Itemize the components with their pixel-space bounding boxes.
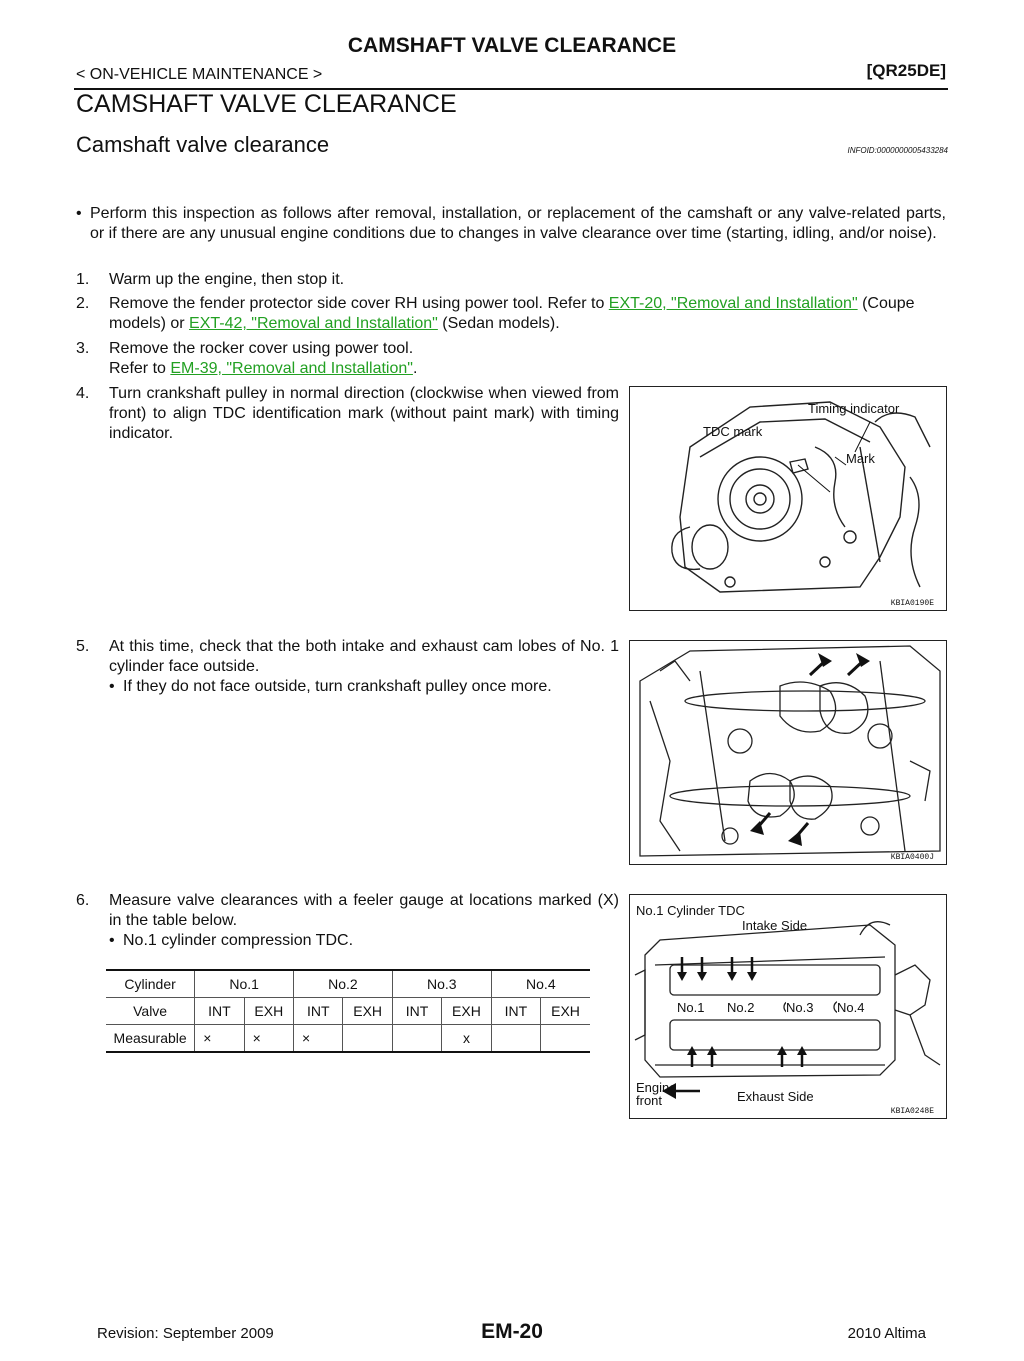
- step-6-bullet-marker: •: [109, 932, 115, 949]
- step-3-post: .: [412, 360, 418, 377]
- step-4-text: Turn crankshaft pulley in normal direction (clockwise when viewed from front) to align TDC identification mark (without paint mark) with timing indicator.: [109, 385, 619, 442]
- step-3-line2: [109, 359, 629, 379]
- label-engine: Engine: [636, 1080, 677, 1095]
- cell-mark: x: [442, 1025, 491, 1053]
- em-39-link[interactable]: EM-39, "Removal and Installation": [170, 360, 413, 377]
- cell-mark: [541, 1025, 590, 1053]
- intro-bullet-marker: •: [76, 205, 82, 222]
- step-6-subtext: No.1 cylinder compression TDC.: [123, 932, 354, 949]
- figure-code: KBIA0190E: [890, 599, 934, 608]
- step-3-number: 3.: [76, 340, 90, 357]
- intro-text: Perform this inspection as follows after removal, installation, or replacement of the camshaft or any valve-related parts, or if there are any unusual engine conditions due to changes in valve clearance over time (starting, idling, and/or noise).: [90, 205, 946, 242]
- label-no1-tdc: No.1 Cylinder TDC: [636, 903, 745, 918]
- table-row: [106, 1025, 590, 1053]
- page-title: CAMSHAFT VALVE CLEARANCE: [76, 90, 457, 118]
- label-mark: Mark: [846, 451, 875, 466]
- step-3-line1: Remove the rocker cover using power tool.: [109, 340, 414, 357]
- cell-cyl-1: No.1: [195, 970, 294, 998]
- label-cyl-3: No.3: [786, 1000, 814, 1015]
- engine-front-illustration: [630, 387, 946, 610]
- cell-valve: INT: [491, 998, 540, 1025]
- step-1-number: 1.: [76, 271, 90, 288]
- table-row: [106, 970, 590, 998]
- step-2-number: 2.: [76, 295, 90, 312]
- ext-20-link[interactable]: EXT-20, "Removal and Installation": [608, 295, 858, 312]
- figure-cam-lobes: [629, 640, 947, 865]
- step-5-bullet-marker: •: [109, 678, 115, 695]
- cell-mark: ×: [294, 1025, 343, 1053]
- cell-mark: ×: [195, 1025, 244, 1053]
- cell-valve: EXH: [244, 998, 293, 1025]
- cell-mark: [343, 1025, 392, 1053]
- step-2-post: (Sedan models).: [437, 315, 560, 332]
- step-5-text: At this time, check that the both intake and exhaust cam lobes of No. 1 cylinder face outside.: [109, 638, 619, 675]
- cell-valve: INT: [195, 998, 244, 1025]
- step-6-text: Measure valve clearances with a feeler gauge at locations marked (X) in the table below.: [109, 892, 619, 929]
- table-row: [106, 998, 590, 1025]
- cell-valve: EXH: [541, 998, 590, 1025]
- cell-mark: [392, 1025, 441, 1053]
- label-timing-indicator: Timing indicator: [808, 401, 900, 416]
- cell-mark: [491, 1025, 540, 1053]
- label-cyl-4: No.4: [837, 1000, 865, 1015]
- page-number: EM-20: [481, 1320, 543, 1343]
- figure-code: KBIA0248E: [890, 1107, 934, 1116]
- cell-valve-header: Valve: [106, 998, 195, 1025]
- label-tdc-mark: TDC mark: [703, 424, 763, 439]
- cell-valve: EXH: [343, 998, 392, 1025]
- ext-42-link[interactable]: EXT-42, "Removal and Installation": [189, 315, 438, 332]
- label-cyl-2: No.2: [727, 1000, 755, 1015]
- running-header-title: CAMSHAFT VALVE CLEARANCE: [347, 34, 677, 57]
- cell-measurable-header: Measurable: [106, 1025, 195, 1053]
- cell-cyl-4: No.4: [491, 970, 590, 998]
- step-3-pre: Refer to: [109, 360, 171, 377]
- figure-valve-layout: [629, 894, 947, 1119]
- label-front: front: [636, 1093, 663, 1108]
- step-2-text: [109, 294, 949, 334]
- figure-code: KBIA0400J: [890, 853, 934, 862]
- cell-valve: EXH: [442, 998, 491, 1025]
- vehicle-model: 2010 Altima: [847, 1325, 926, 1342]
- valve-clearance-table: [106, 969, 590, 1053]
- info-id: INFOID:0000000005433284: [847, 146, 948, 155]
- step-1-text: Warm up the engine, then stop it.: [109, 271, 345, 288]
- step-5-subtext: If they do not face outside, turn crankshaft pulley once more.: [123, 678, 552, 695]
- figure-timing-indicator: [629, 386, 947, 611]
- step-4-number: 4.: [76, 385, 90, 402]
- cell-mark: ×: [244, 1025, 293, 1053]
- label-intake-side: Intake Side: [742, 918, 808, 933]
- section-breadcrumb: < ON-VEHICLE MAINTENANCE >: [76, 66, 323, 83]
- cell-cylinder-header: Cylinder: [106, 970, 195, 998]
- cell-valve: INT: [294, 998, 343, 1025]
- cell-cyl-3: No.3: [392, 970, 491, 998]
- step-5-number: 5.: [76, 638, 90, 655]
- page-subtitle: Camshaft valve clearance: [76, 132, 330, 157]
- label-exhaust-side: Exhaust Side: [737, 1089, 814, 1104]
- cell-valve: INT: [392, 998, 441, 1025]
- step-3-text: [109, 339, 629, 379]
- step-2-pre: Remove the fender protector side cover RH using power tool. Refer to: [109, 295, 609, 312]
- label-cyl-1: No.1: [677, 1000, 705, 1015]
- cell-cyl-2: No.2: [294, 970, 393, 998]
- engine-code: [QR25DE]: [866, 61, 946, 80]
- step-6-number: 6.: [76, 892, 90, 909]
- label-engine-front: [636, 1081, 676, 1107]
- cylinder-head-illustration: [630, 641, 946, 864]
- step-2-mid: (Coupe models) or: [109, 295, 915, 332]
- revision-date: Revision: September 2009: [97, 1325, 274, 1342]
